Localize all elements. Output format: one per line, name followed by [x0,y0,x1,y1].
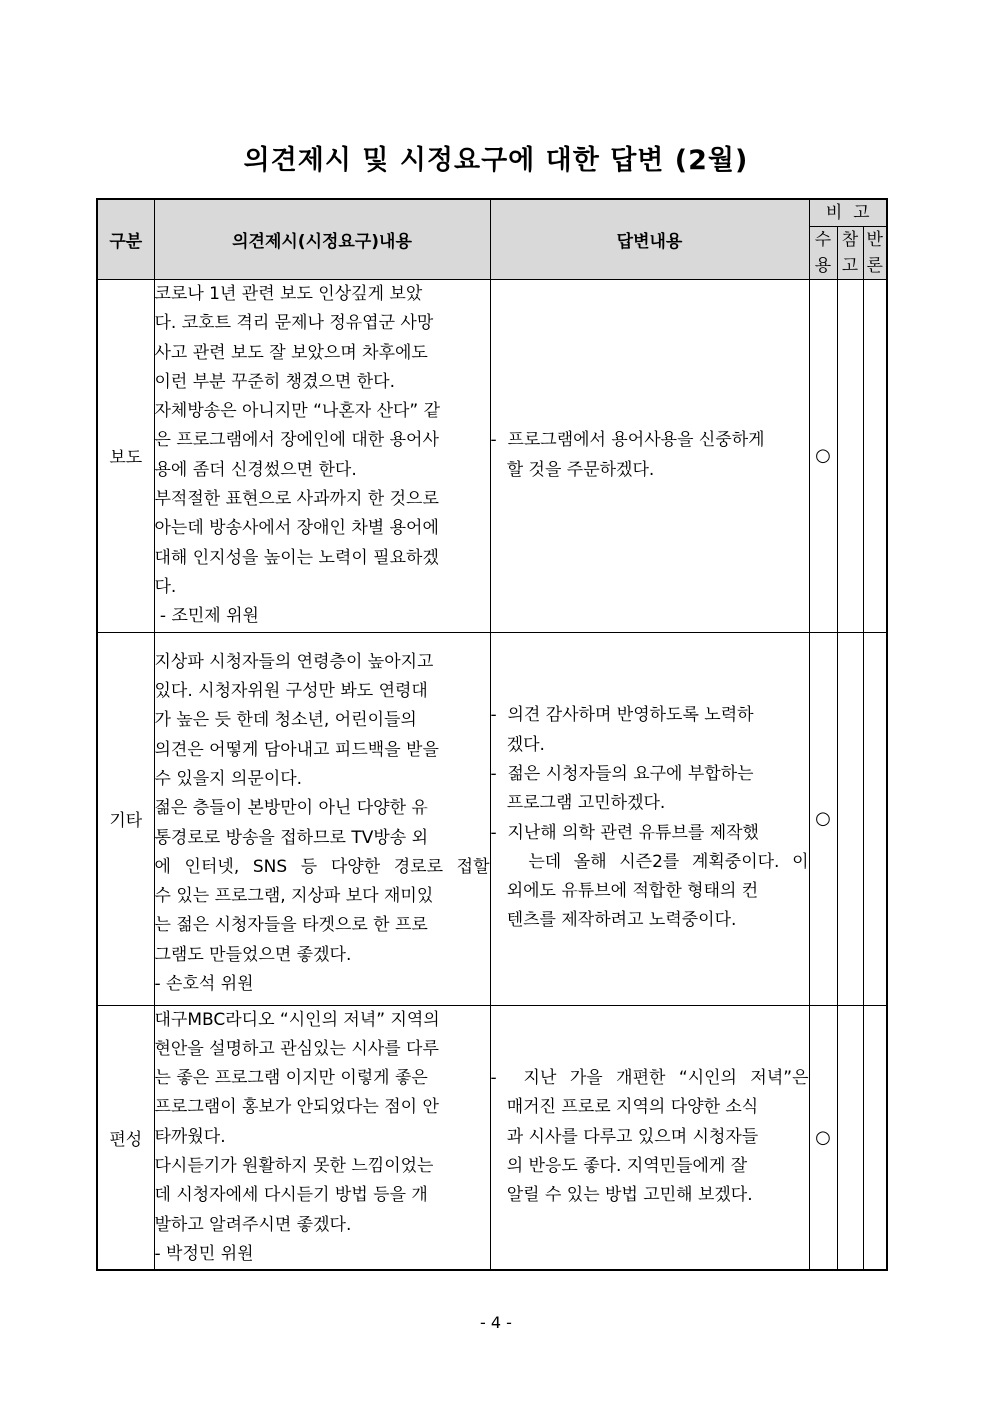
page-number: - 4 - [480,1313,512,1332]
text-line: 다. 코호트 격리 문제나 정유엽군 사망 [154,313,434,334]
text-line: 현안을 설명하고 관심있는 시사를 다루 [154,1038,439,1059]
header-category: 구분 [97,199,154,280]
text-line: 데 시청자에세 다시듣기 방법 등을 개 [154,1185,428,1206]
reference-cell [837,1005,863,1270]
text-line: - 지난 가을 개편한 “시인의 저녁”은 [490,1068,809,1089]
text-line: 대해 인지성을 높이는 노력이 필요하겠 [154,547,439,568]
text-line: 알릴 수 있는 방법 고민해 보겠다. [490,1185,753,1206]
text-line: 의 반응도 좋다. 지역민들에게 잘 [490,1156,748,1177]
text-line: 지상파 시청자들의 연령층이 높아지고 [154,651,434,672]
text-line: 겠다. [490,734,545,755]
row-category: 보도 [97,280,154,633]
rebut-cell [863,280,887,633]
text-line: 아는데 방송사에서 장애인 차별 용어에 [154,518,439,539]
text-line: 용에 좀더 신경썼으면 한다. [154,459,357,480]
row-category: 기타 [97,632,154,1005]
header-answer: 답변내용 [490,199,809,280]
response-table [96,198,888,1271]
row-opinion [154,632,490,1005]
text-line: 는 젊은 시청자들을 타겟으로 한 프로 [154,915,428,936]
text-line: 수 있는 프로그램, 지상파 보다 재미있 [154,886,434,907]
text-line: 프로그램 고민하겠다. [490,793,666,814]
text-line: 대구MBC라디오 “시인의 저녁” 지역의 [154,1009,440,1030]
text-line: - 의견 감사하며 반영하도록 노력하 [490,705,754,726]
header-remarks: 비 고 [809,199,887,227]
text-line: - 젊은 시청자들의 요구에 부합하는 [490,763,754,784]
text-line: 발하고 알려주시면 좋겠다. [154,1214,352,1235]
rebut-cell [863,632,887,1005]
text-line: 사고 관련 보도 잘 보았으며 차후에도 [154,342,428,363]
text-line: 그램도 만들었으면 좋겠다. [154,944,352,965]
row-category: 편성 [97,1005,154,1270]
text-line: 외에도 유튜브에 적합한 형태의 컨 [490,881,759,902]
text-line: 다. [154,576,177,597]
header-opinion: 의견제시(시정요구)내용 [154,199,490,280]
text-line: 이런 부분 꾸준히 챙겼으면 한다. [154,371,396,392]
text-line: - 박정민 위원 [154,1243,254,1264]
row-answer [490,632,809,1005]
accept-mark: ○ [809,280,837,633]
header-accept: 수 용 [809,227,837,280]
text-line: 수 있을지 의문이다. [154,768,303,789]
page-title: 의견제시 및 시정요구에 대한 답변 (2월) [243,145,749,176]
row-opinion [154,280,490,633]
text-line: - 손호석 위원 [154,974,254,995]
text-line: 부적절한 표현으로 사과까지 한 것으로 [154,489,439,510]
reference-cell [837,280,863,633]
text-line: - 지난해 의학 관련 유튜브를 제작했 [490,822,759,843]
text-line: 는데 올해 시즌2를 계획중이다. 이 [490,851,809,872]
row-answer [490,280,809,633]
text-line: 다시듣기가 원활하지 못한 느낌이었는 [154,1156,434,1177]
text-line: 통경로로 방송을 접하므로 TV방송 외 [154,827,429,848]
text-line: - 프로그램에서 용어사용을 신중하게 [490,430,765,451]
accept-mark: ○ [809,632,837,1005]
text-line: 과 시사를 다루고 있으며 시청자들 [490,1126,759,1147]
rebut-cell [863,1005,887,1270]
text-line: 에 인터넷, SNS 등 다양한 경로로 접할 [154,856,490,877]
text-line: 자체방송은 아니지만 “나혼자 산다” 같 [154,401,441,422]
table-row [97,280,887,633]
text-line: 매거진 프로로 지역의 다양한 소식 [490,1097,759,1118]
text-line: 있다. 시청자위원 구성만 봐도 연령대 [154,681,428,702]
text-line: 젊은 층들이 본방만이 아닌 다양한 유 [154,798,428,819]
accept-mark: ○ [809,1005,837,1270]
text-line: 할 것을 주문하겠다. [490,459,655,480]
text-line: 텐츠를 제작하려고 노력중이다. [490,910,737,931]
text-line: 은 프로그램에서 장에인에 대한 용어사 [154,430,439,451]
table-row [97,632,887,1005]
text-line: - 조민제 위원 [154,606,259,627]
text-line: 의견은 어떻게 담아내고 피드백을 받을 [154,739,439,760]
text-line: 타까웠다. [154,1126,226,1147]
header-reference: 참 고 [837,227,863,280]
text-line: 가 높은 듯 한데 청소년, 어린이들의 [154,710,417,731]
table-row [97,1005,887,1270]
row-answer [490,1005,809,1270]
text-line: 프로그램이 홍보가 안되었다는 점이 안 [154,1097,439,1118]
text-line: 코로나 1년 관련 보도 인상깊게 보았 [154,284,423,304]
text-line: 는 좋은 프로그램 이지만 이렇게 좋은 [154,1068,428,1089]
header-rebut: 반 론 [863,227,887,280]
row-opinion [154,1005,490,1270]
reference-cell [837,632,863,1005]
